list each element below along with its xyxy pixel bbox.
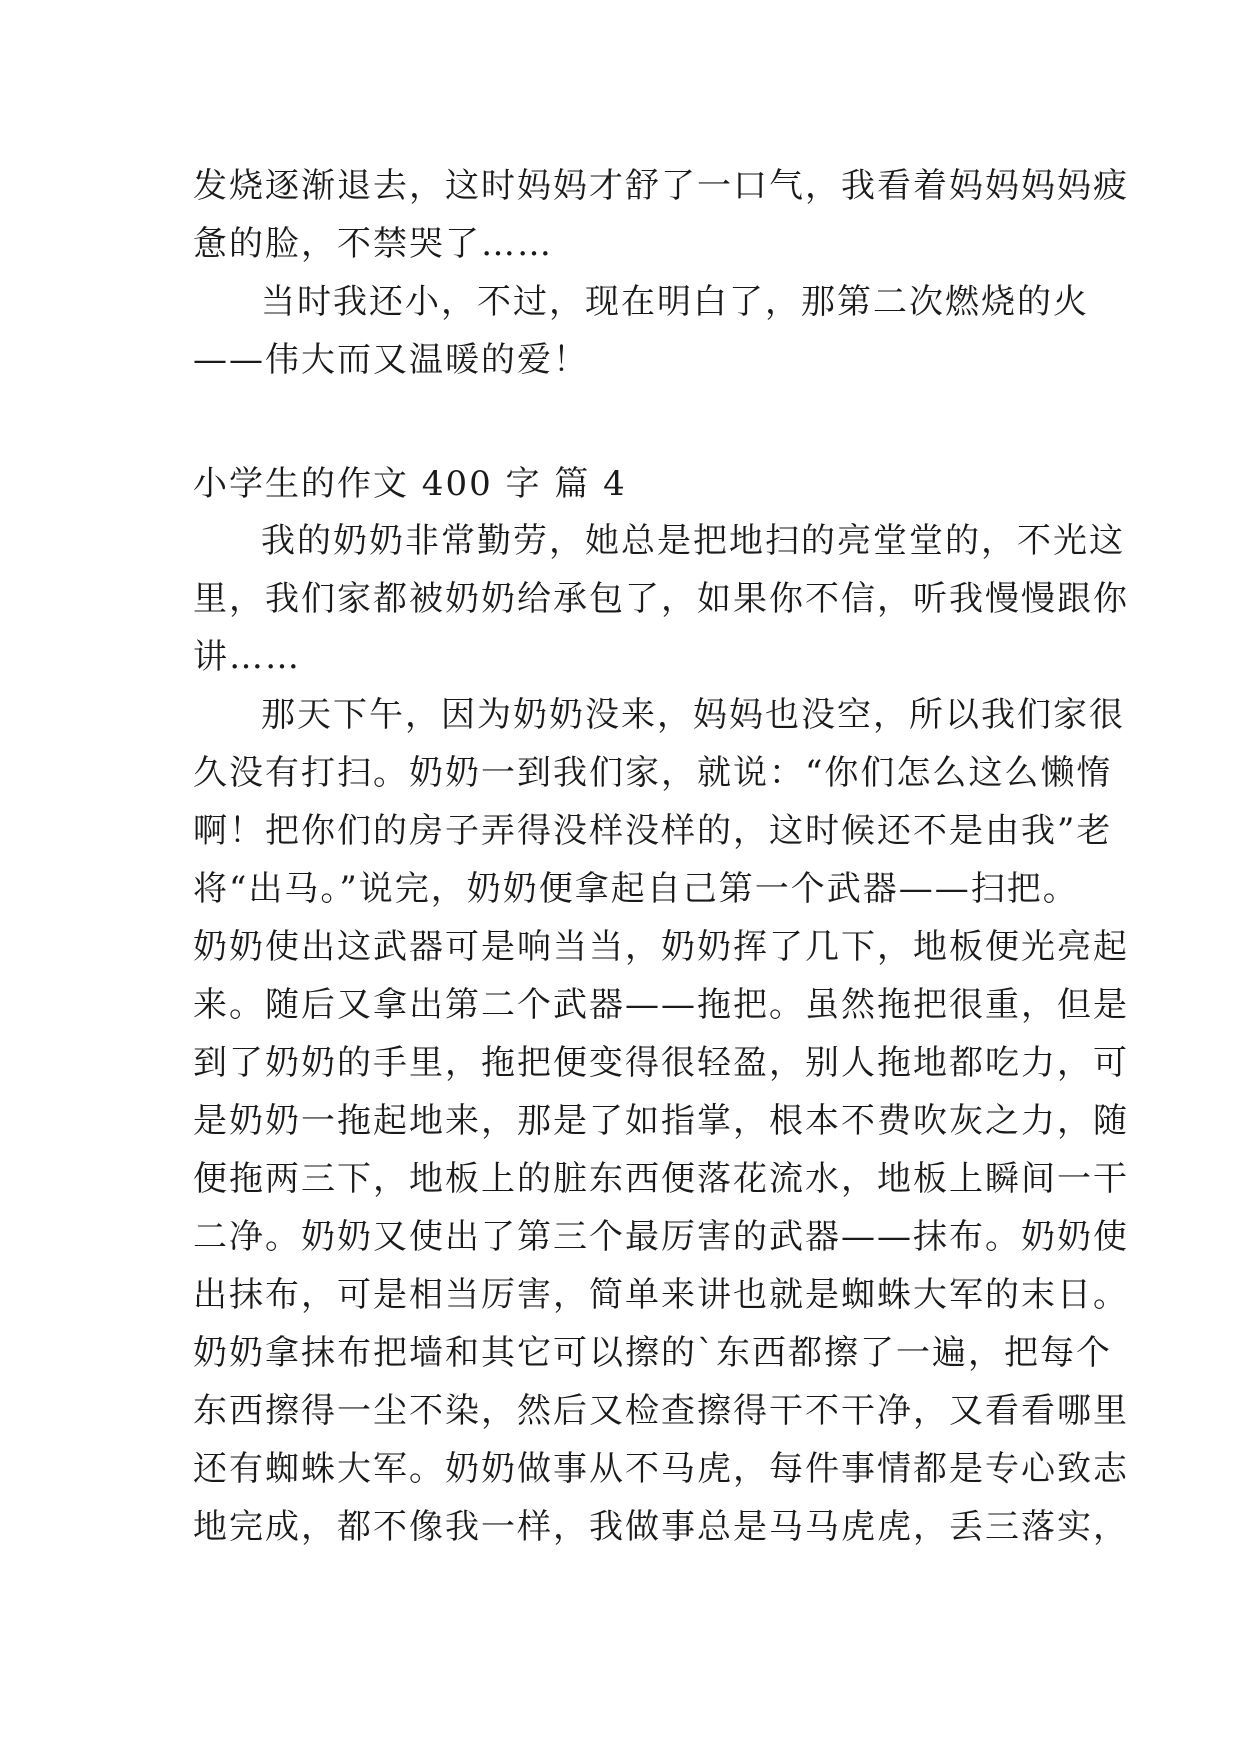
paragraph-line: 来。随后又拿出第二个武器——拖把。虽然拖把很重，但是 xyxy=(193,985,1129,1025)
paragraph-line: 将“出马。”说完，奶奶便拿起自己第一个武器——扫把。 xyxy=(193,869,1079,909)
paragraph-line: 还有蜘蛛大军。奶奶做事从不马虎，每件事情都是专心致志 xyxy=(193,1449,1129,1489)
paragraph-line: 当时我还小，不过，现在明白了，那第二次燃烧的火 xyxy=(261,282,1089,322)
paragraph-line: 出抹布，可是相当厉害，简单来讲也就是蜘蛛大军的末日。 xyxy=(193,1275,1129,1315)
paragraph-line: 里，我们家都被奶奶给承包了，如果你不信，听我慢慢跟你 xyxy=(193,579,1129,619)
paragraph-line: 便拖两三下，地板上的脏东西便落花流水，地板上瞬间一干 xyxy=(193,1159,1129,1199)
paragraph-line: 发烧逐渐退去，这时妈妈才舒了一口气，我看着妈妈妈妈疲 xyxy=(193,166,1129,206)
paragraph-line: 讲…… xyxy=(193,637,301,677)
section-heading: 小学生的作文 400 字 篇 4 xyxy=(193,464,627,504)
paragraph-line: 东西擦得一尘不染，然后又检查擦得干不干净，又看看哪里 xyxy=(193,1391,1129,1431)
paragraph-line: 地完成，都不像我一样，我做事总是马马虎虎，丢三落实， xyxy=(193,1507,1129,1547)
paragraph-line: 我的奶奶非常勤劳，她总是把地扫的亮堂堂的，不光这 xyxy=(261,521,1125,561)
paragraph-line: 那天下午，因为奶奶没来，妈妈也没空，所以我们家很 xyxy=(261,695,1125,735)
paragraph-line: 是奶奶一拖起地来，那是了如指掌，根本不费吹灰之力，随 xyxy=(193,1101,1129,1141)
paragraph-line: ——伟大而又温暖的爱！ xyxy=(193,340,589,380)
paragraph-line: 久没有打扫。奶奶一到我们家，就说：“你们怎么这么懒惰 xyxy=(193,753,1113,793)
paragraph-line: 二净。奶奶又使出了第三个最厉害的武器——抹布。奶奶使 xyxy=(193,1217,1129,1257)
paragraph-line: 到了奶奶的手里，拖把便变得很轻盈，别人拖地都吃力，可 xyxy=(193,1043,1129,1083)
paragraph-line: 啊！把你们的房子弄得没样没样的，这时候还不是由我”老 xyxy=(193,811,1113,851)
paragraph-line: 奶奶拿抹布把墙和其它可以擦的`东西都擦了一遍，把每个 xyxy=(193,1333,1112,1373)
paragraph-line: 奶奶使出这武器可是响当当，奶奶挥了几下，地板便光亮起 xyxy=(193,927,1129,967)
paragraph-line: 惫的脸，不禁哭了…… xyxy=(193,224,553,264)
